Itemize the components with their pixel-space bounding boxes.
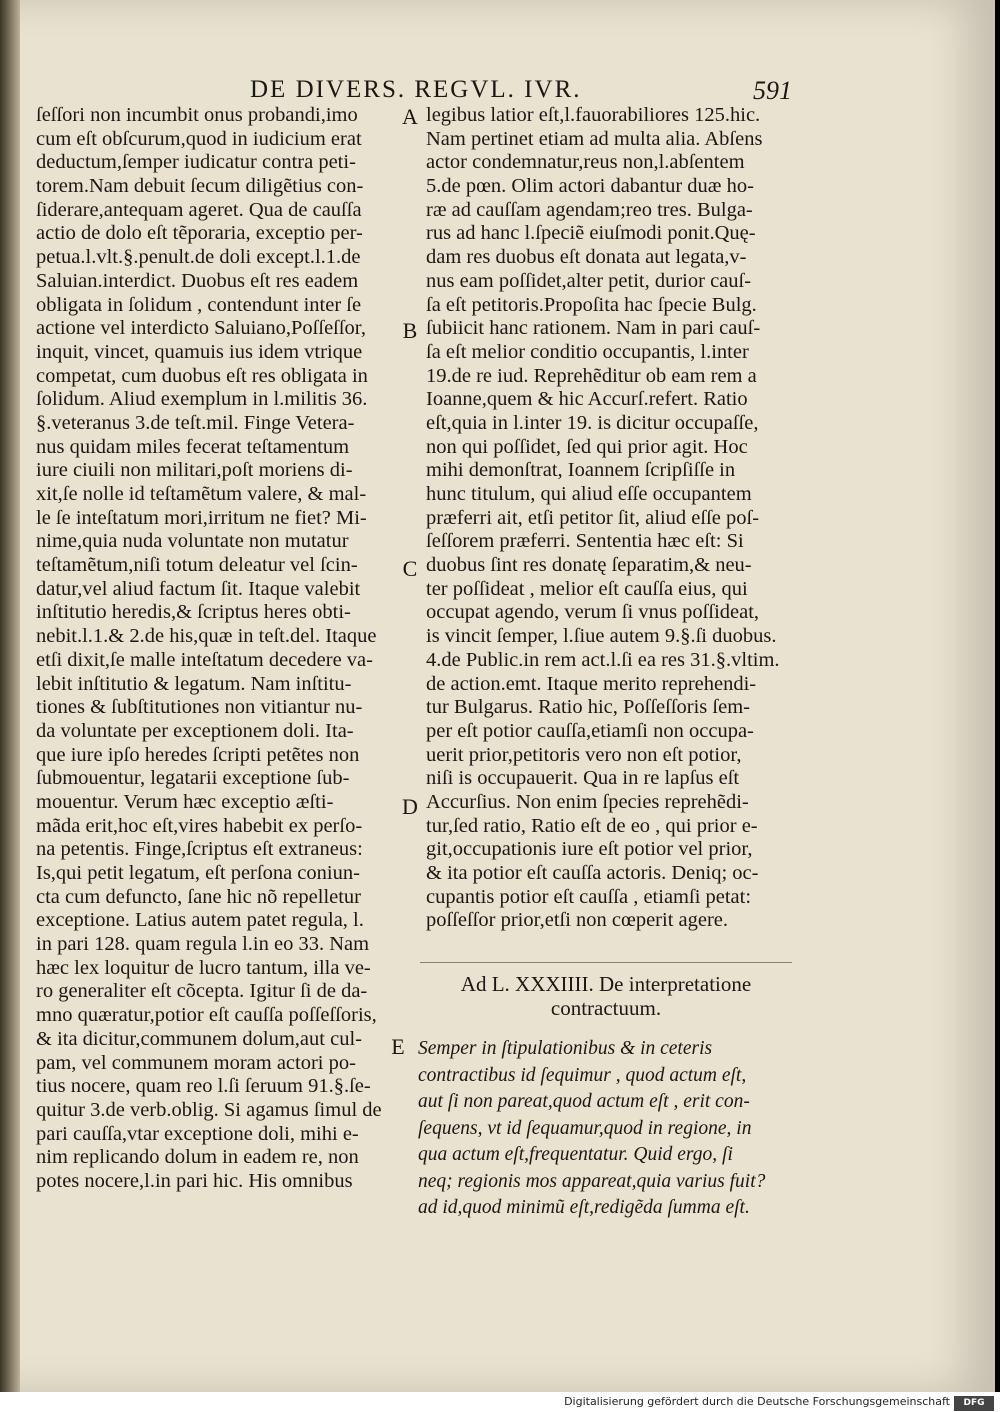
text-line: inſtitutio heredis,& ſcriptus heres obti- xyxy=(36,601,351,624)
text-line: ſeſſori non incumbit onus probandi,imo xyxy=(36,104,358,126)
text-line: dam res duobus eſt donata aut legata,v- xyxy=(426,246,747,269)
text-line: mihi demonſtrat, Ioannem ſcripſiſſe in xyxy=(426,459,736,482)
text-line: git,occupationis iure eſt potior vel prior, xyxy=(426,838,753,861)
text-line: mouentur. Verum hæc exceptio æſti- xyxy=(36,790,334,813)
text-line: obligata in ſolidum , contendunt inter ſe xyxy=(36,293,362,316)
text-line: niſi is occupauerit. Qua in re lapſus eſt xyxy=(426,767,740,790)
text-line: uerit prior,petitoris vero non eſt potior, xyxy=(426,743,742,766)
text-line: tur Bulgarus. Ratio hic, Poſſeſſoris ſem- xyxy=(426,696,750,719)
text-line: 5.de pœn. Olim actori dabantur duæ ho- xyxy=(426,175,754,198)
margin-letter-d: D xyxy=(402,794,418,819)
section-heading-line-1: Ad L. XXXIIII. De interpretatione xyxy=(460,972,752,996)
page-number: 591 xyxy=(753,76,792,105)
text-line: ſequens, vt id ſequamur,quod in regione, in xyxy=(418,1117,752,1139)
text-line: rus ad hanc l.ſpeciẽ eiuſmodi ponit.Quę- xyxy=(426,222,756,245)
text-line: que iure ipſo heredes ſcripti petẽtes non xyxy=(36,743,360,766)
text-line: Nam pertinet etiam ad multa alia. Abſens xyxy=(426,127,763,150)
text-line: nime,quia nuda voluntate non mutatur xyxy=(36,530,349,553)
text-line: non qui poſſidet, ſed qui prior agit. Hoc xyxy=(426,435,748,458)
margin-letter-a: A xyxy=(402,104,418,129)
text-line: petua.l.vlt.§.penult.de doli except.l.1.de xyxy=(36,246,361,269)
text-line: da voluntate per exceptionem doli. Ita- xyxy=(36,719,354,742)
text-line: ſolidum. Aliud exemplum in l.militis 36. xyxy=(36,388,368,411)
text-line: quitur 3.de verb.oblig. Si agamus ſimul de xyxy=(36,1098,382,1121)
text-line: mãda erit,hoc eſt,vires habebit ex perſo- xyxy=(36,814,363,837)
text-line: mno quæratur,potior eſt cauſſa poſſeſſoris, xyxy=(36,1004,377,1027)
text-line: hæc lex loquitur de lucro tantum, illa ve- xyxy=(36,956,371,979)
text-line: iure ciuili non militari,poſt moriens di- xyxy=(36,459,353,482)
text-line: ro generaliter eſt cõcepta. Igitur ſi de da- xyxy=(36,980,368,1003)
text-line: eſt,quia in l.inter 19. is dicitur occupaſſe, xyxy=(426,411,759,434)
text-line: xit,ſe nolle id teſtamẽtum valere, & mal- xyxy=(36,483,367,505)
text-line: pari cauſſa,vtar exceptione doli, mihi e- xyxy=(36,1122,359,1145)
text-line: deductum,ſemper iudicatur contra peti- xyxy=(36,151,356,174)
text-line: ſiderare,antequam ageret. Qua de cauſſa xyxy=(36,198,362,221)
text-line: competat, cum duobus eſt res obligata in xyxy=(36,364,368,387)
text-line: hunc titulum, qui aliud eſſe occupantem xyxy=(426,483,752,505)
text-line: tiones & ſubſtitutiones non vitiantur nu- xyxy=(36,696,363,719)
margin-letter-e: E xyxy=(391,1034,405,1059)
text-line: actione vel interdicto Saluiano,Poſſeſſor, xyxy=(36,317,366,340)
text-line: ſa eſt melior conditio occupantis, l.inter xyxy=(426,340,749,363)
text-line: torem.Nam debuit ſecum diligẽtius con- xyxy=(36,175,364,198)
margin-letter-c: C xyxy=(402,556,418,581)
text-line: nus quidam miles fecerat teſtamentum xyxy=(36,435,350,458)
footer-credit: Digitalisierung gefördert durch die Deutsche Forschungsgemeinschaft xyxy=(0,1392,1000,1412)
text-line: ter poſſideat , melior eſt cauſſa eius, qui xyxy=(426,577,748,600)
text-line: cta cum defuncto, ſane hic nõ repelletur xyxy=(36,885,362,908)
text-line: tur,ſed ratio, Ratio eſt de eo , qui prior e- xyxy=(426,814,758,837)
text-line: per eſt potior cauſſa,etiamſi non occupa- xyxy=(426,719,754,742)
margin-letter-b: B xyxy=(402,318,418,343)
running-head: DE DIVERS. REGVL. IVR. xyxy=(250,76,582,103)
text-line: exceptione. Latius autem patet regula, l. xyxy=(36,909,364,932)
text-line: teſtamẽtum,niſi totum deleatur vel ſcin- xyxy=(36,554,358,577)
text-line: 19.de re iud. Reprehẽditur ob eam rem a xyxy=(426,364,757,387)
text-line: actio de dolo eſt tẽporaria, exceptio per- xyxy=(36,222,363,245)
text-line: ſeſſorem præferri. Sententia hæc eſt: Si xyxy=(426,530,744,553)
section-rule xyxy=(420,962,792,963)
left-column xyxy=(36,104,392,1194)
text-line: inquit, vincet, quamuis ius idem vtrique xyxy=(36,340,363,363)
text-line: & ita dicitur,communem dolum,aut cul- xyxy=(36,1027,362,1050)
text-line: pam, vel communem moram actori po- xyxy=(36,1051,356,1074)
text-line: etſi dixit,ſe malle inteſtatum decedere va- xyxy=(36,648,373,671)
text-line: ſa eſt petitoris.Propoſita hac ſpecie Bulg. xyxy=(426,293,757,316)
text-line: lebit inſtitutio & legatum. Nam inſtitu- xyxy=(36,672,352,695)
text-line: Accurſius. Non enim ſpecies reprehẽdi- xyxy=(426,790,749,813)
text-line: contractibus id ſequimur , quod actum eſt, xyxy=(418,1064,747,1086)
text-line: legibus latior eſt,l.fauorabiliores 125.hic. xyxy=(426,104,761,126)
text-line: & ita potior eſt cauſſa actoris. Deniq; oc- xyxy=(426,862,759,884)
text-line: ad id,quod minimũ eſt,redigẽda ſumma eſt. xyxy=(418,1197,750,1218)
text-line: le ſe inteſtatum mori,irritum ne fiet? Mi- xyxy=(36,506,367,529)
text-line: Semper in ſtipulationibus & in ceteris xyxy=(418,1038,713,1059)
text-line: Ioanne,quem & hic Accurſ.refert. Ratio xyxy=(426,388,748,411)
text-line: de action.emt. Itaque merito reprehendi- xyxy=(426,672,757,695)
text-line: cupantis potior eſt cauſſa , etiamſi petat: xyxy=(426,885,752,908)
text-line: nim replicando dolum in eadem re, non xyxy=(36,1146,359,1169)
text-line: poſſeſſor prior,etſi non cœperit agere. xyxy=(426,909,729,932)
text-line: Is,qui petit legatum, eſt perſona coniun- xyxy=(36,862,360,884)
right-column-lower xyxy=(418,1036,792,1222)
text-line: is vincit ſemper, l.ſiue autem 9.§.ſi duobus. xyxy=(426,625,777,648)
dfg-logo: DFG xyxy=(954,1396,994,1411)
text-line: na petentis. Finge,ſcriptus eſt extraneus: xyxy=(36,838,363,861)
text-line: §.veteranus 3.de teſt.mil. Finge Vetera- xyxy=(36,411,355,434)
section-heading-line-2: contractuum. xyxy=(550,996,662,1020)
text-line: nebit.l.1.& 2.de his,quæ in teſt.del. Itaque xyxy=(36,625,377,648)
book-spine xyxy=(0,0,20,1392)
text-line: aut ſi non pareat,quod actum eſt , erit con- xyxy=(418,1091,750,1112)
text-line: nus eam poſſidet,alter petit, durior cauſ- xyxy=(426,269,752,292)
text-line: in pari 128. quam regula l.in eo 33. Nam xyxy=(36,933,370,956)
text-line: neq; regionis mos appareat,quia varius fuit? xyxy=(418,1170,766,1192)
text-line: ſubiicit hanc rationem. Nam in pari cauſ- xyxy=(426,317,761,340)
text-line: cum eſt obſcurum,quod in iudicium erat xyxy=(36,127,362,150)
text-line: occupat agendo, verum ſi vnus poſſideat, xyxy=(426,601,760,624)
text-line: 4.de Public.in rem act.l.ſi ea res 31.§.vltim. xyxy=(426,648,780,671)
text-line: duobus ſint res donatę ſeparatim,& neu- xyxy=(426,554,752,577)
section-heading xyxy=(420,972,792,1020)
text-line: potes nocere,l.in pari hic. His omnibus xyxy=(36,1169,353,1192)
text-line: datur,vel aliud factum ſit. Itaque valebit xyxy=(36,577,361,600)
text-line: actor condemnatur,reus non,l.abſentem xyxy=(426,151,745,174)
text-line: qua actum eſt,frequentatur. Quid ergo, ſi xyxy=(418,1144,733,1165)
text-line: Saluian.interdict. Duobus eſt res eadem xyxy=(36,269,359,292)
text-line: ſubmouentur, legatarii exceptione ſub- xyxy=(36,767,350,790)
right-column xyxy=(426,104,792,933)
text-line: tius nocere, quam reo l.ſi ſeruum 91.§.ſe- xyxy=(36,1075,371,1098)
text-line: ræ ad cauſſam agendam;reo tres. Bulga- xyxy=(426,198,753,221)
text-line: præferri ait, etſi petitor ſit, aliud eſſe poſ- xyxy=(426,506,760,529)
